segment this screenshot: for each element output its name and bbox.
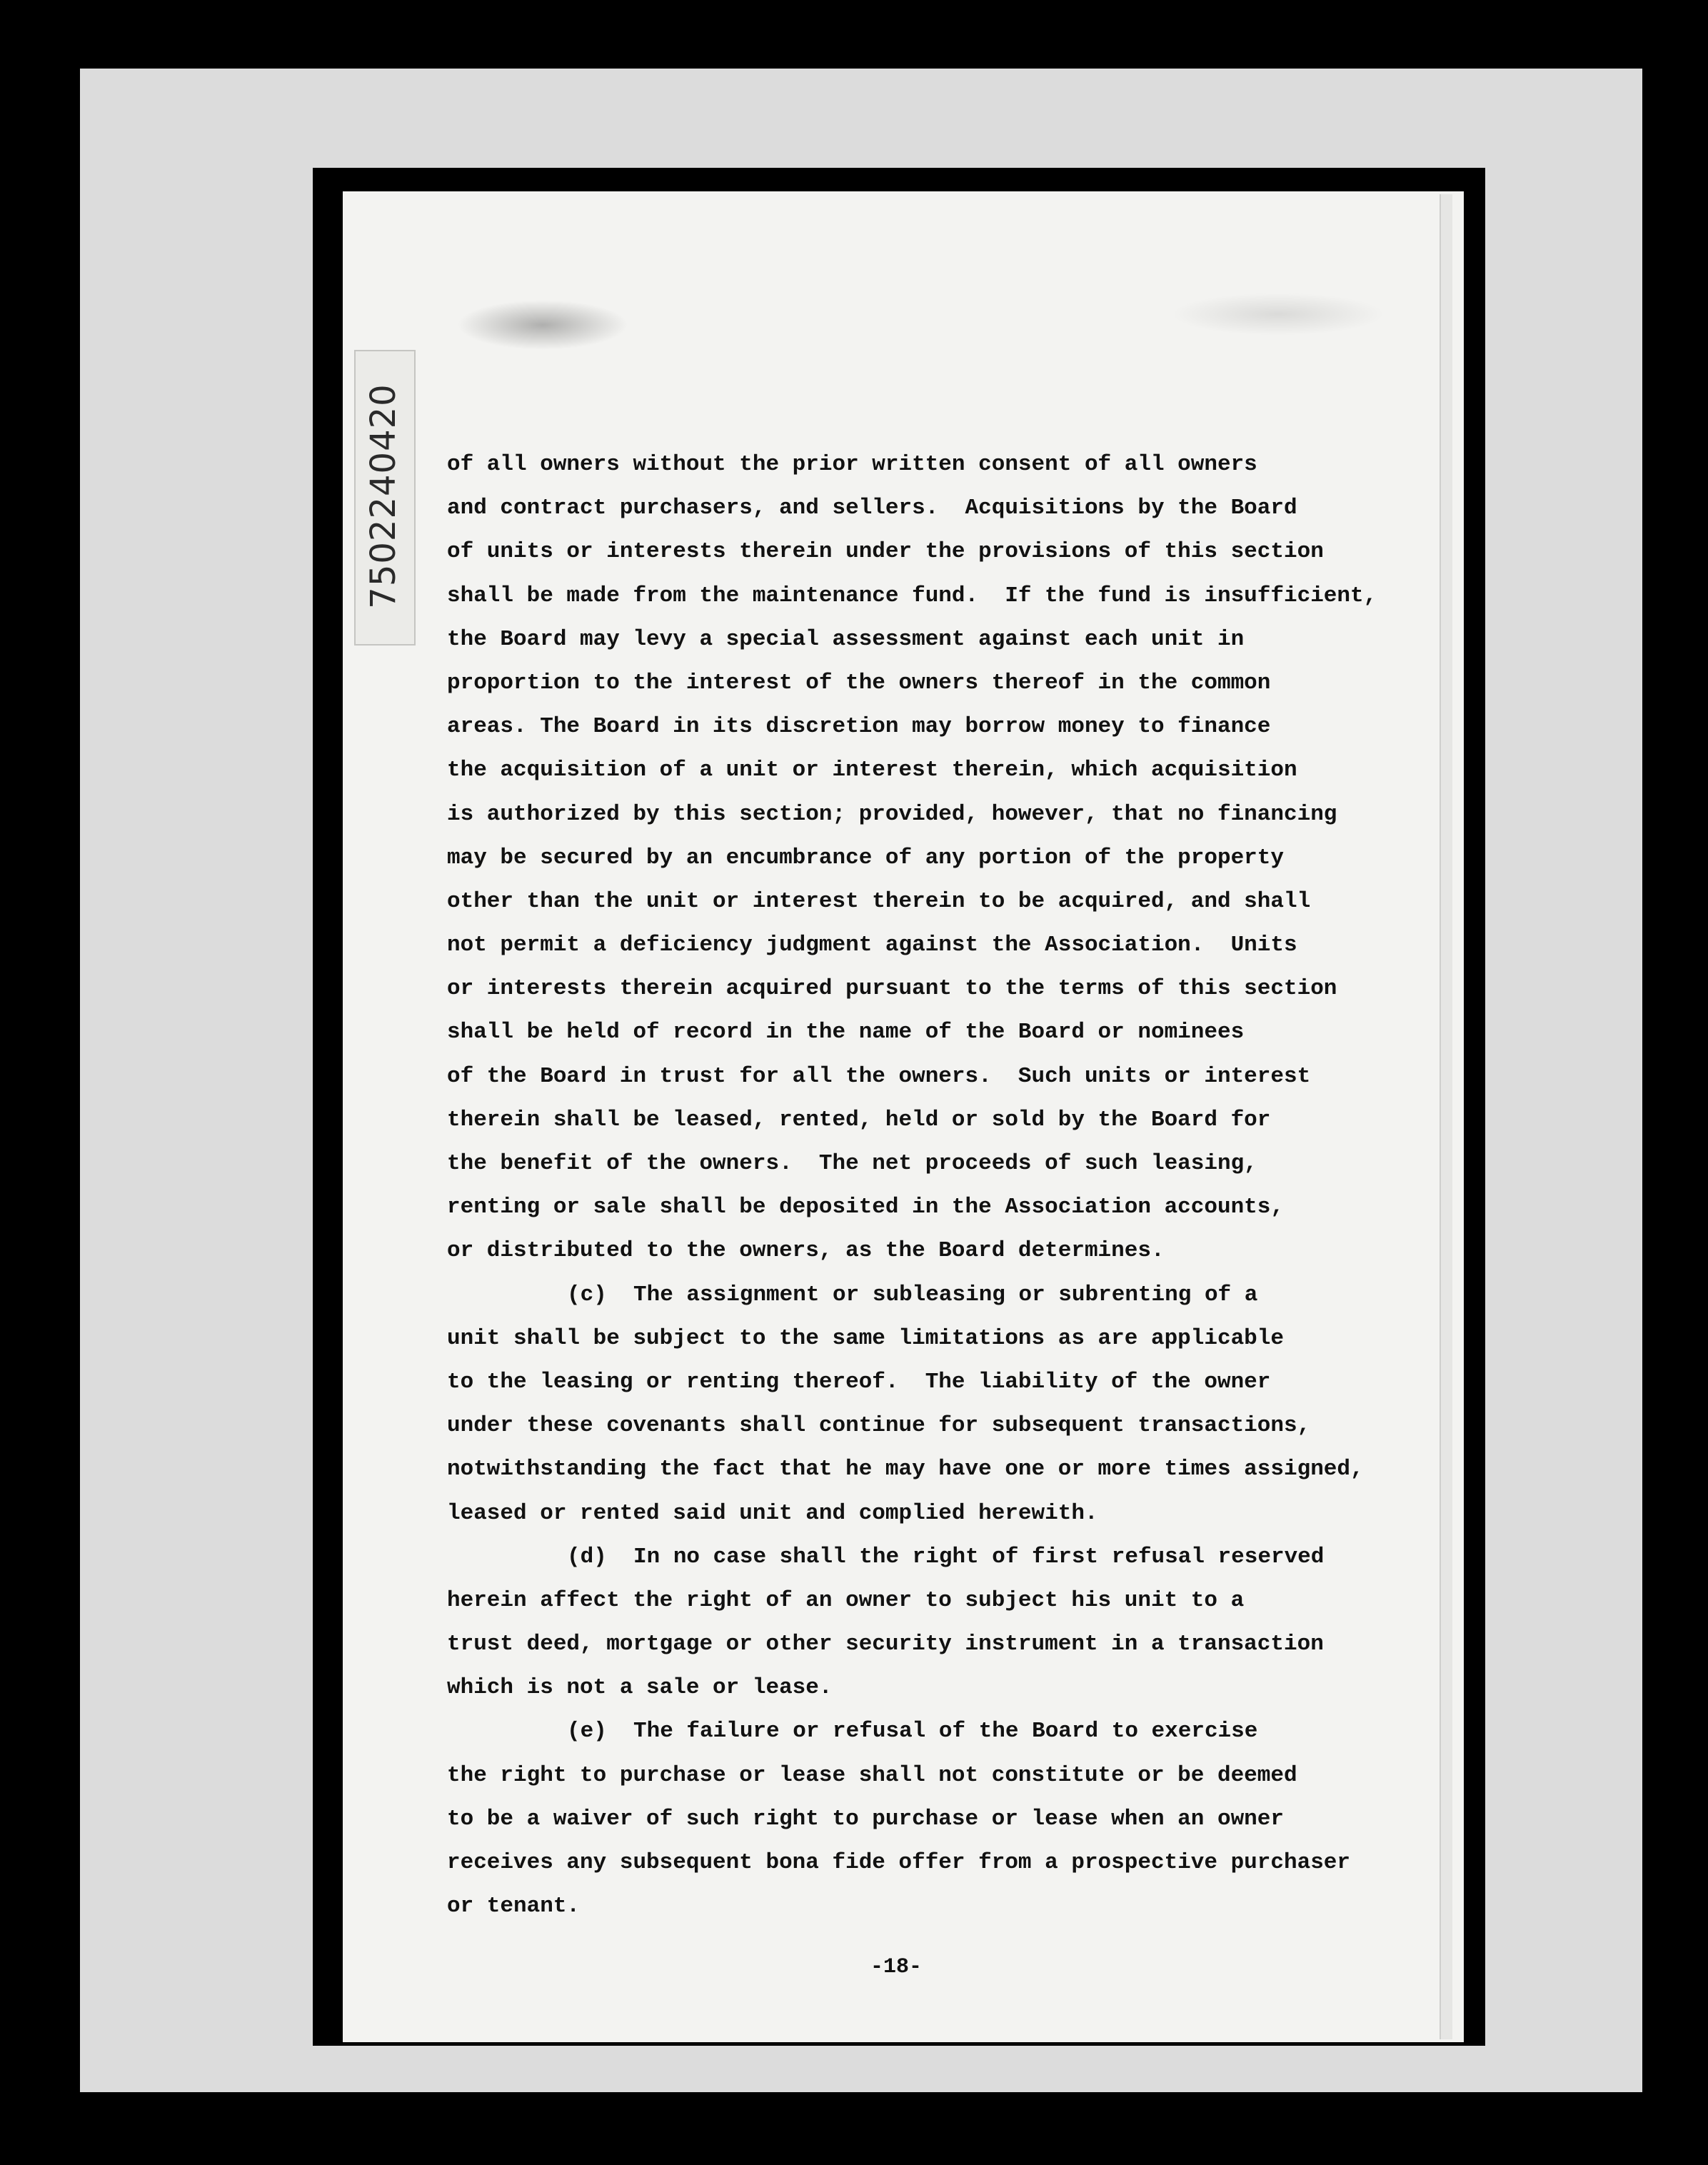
text-line: areas. The Board in its discretion may borrow money to finance (447, 714, 1271, 740)
text-line: proportion to the interest of the owners thereof in the common (447, 670, 1271, 695)
text-line: of all owners without the prior written consent of all owners (447, 452, 1257, 477)
text-line: or tenant. (447, 1894, 581, 1919)
text-line: shall be held of record in the name of the Board or nominees (447, 1020, 1245, 1045)
text-line: of units or interests therein under the provisions of this section (447, 539, 1324, 565)
text-line: to be a waiver of such right to purchase or lease when an owner (447, 1806, 1284, 1832)
text-line: unit shall be subject to the same limitations as are applicable (447, 1325, 1284, 1351)
text-line: of the Board in trust for all the owners. Such units or interest (447, 1063, 1311, 1089)
ink-smudge (1171, 293, 1385, 336)
page-number: -18- (870, 1955, 922, 1979)
text-line: receives any subsequent bona fide offer from a prospective purchaser (447, 1850, 1351, 1875)
page-edge (1440, 194, 1452, 2039)
paragraph (447, 1709, 1375, 1928)
text-line: (c) The assignment or subleasing or subrenting of a (567, 1282, 1258, 1307)
text-line: the Board may levy a special assessment against each unit in (447, 626, 1245, 652)
text-line: herein affect the right of an owner to subject his unit to a (447, 1587, 1245, 1613)
text-line: other than the unit or interest therein to be acquired, and shall (447, 888, 1311, 914)
reel-number: 7502240420 (363, 383, 403, 609)
text-line: (e) The failure or refusal of the Board to exercise (567, 1719, 1258, 1744)
paragraph (447, 1535, 1375, 1710)
text-line: to the leasing or renting thereof. The liability of the owner (447, 1369, 1271, 1395)
text-line: which is not a sale or lease. (447, 1675, 833, 1701)
text-line: not permit a deficiency judgment against the Association. Units (447, 933, 1297, 958)
text-line: trust deed, mortgage or other security instrument in a transaction (447, 1632, 1324, 1657)
text-line: is authorized by this section; provided, however, that no financing (447, 801, 1337, 827)
text-line: or interests therein acquired pursuant to the terms of this section (447, 976, 1337, 1002)
text-line: under these covenants shall continue for subsequent transactions, (447, 1413, 1311, 1439)
text-line: shall be made from the maintenance fund. If the fund is insufficient, (447, 583, 1377, 608)
paragraph (447, 1273, 1375, 1535)
ink-smudge (457, 300, 628, 350)
text-line: the acquisition of a unit or interest therein, which acquisition (447, 758, 1297, 783)
paragraph (447, 443, 1375, 1273)
text-line: and contract purchasers, and sellers. Acquisitions by the Board (447, 496, 1297, 521)
text-line: therein shall be leased, rented, held or sold by the Board for (447, 1107, 1271, 1132)
text-line: the benefit of the owners. The net proceeds of such leasing, (447, 1151, 1257, 1176)
text-line: notwithstanding the fact that he may have one or more times assigned, (447, 1457, 1364, 1482)
text-line: leased or rented said unit and complied herewith. (447, 1500, 1098, 1526)
text-line: (d) In no case shall the right of first refusal reserved (567, 1544, 1325, 1569)
text-line: renting or sale shall be deposited in the Association accounts, (447, 1195, 1284, 1220)
text-line: or distributed to the owners, as the Board determines. (447, 1238, 1165, 1264)
document-body (447, 443, 1375, 1928)
text-line: the right to purchase or lease shall not constitute or be deemed (447, 1762, 1297, 1788)
text-line: may be secured by an encumbrance of any portion of the property (447, 845, 1284, 870)
